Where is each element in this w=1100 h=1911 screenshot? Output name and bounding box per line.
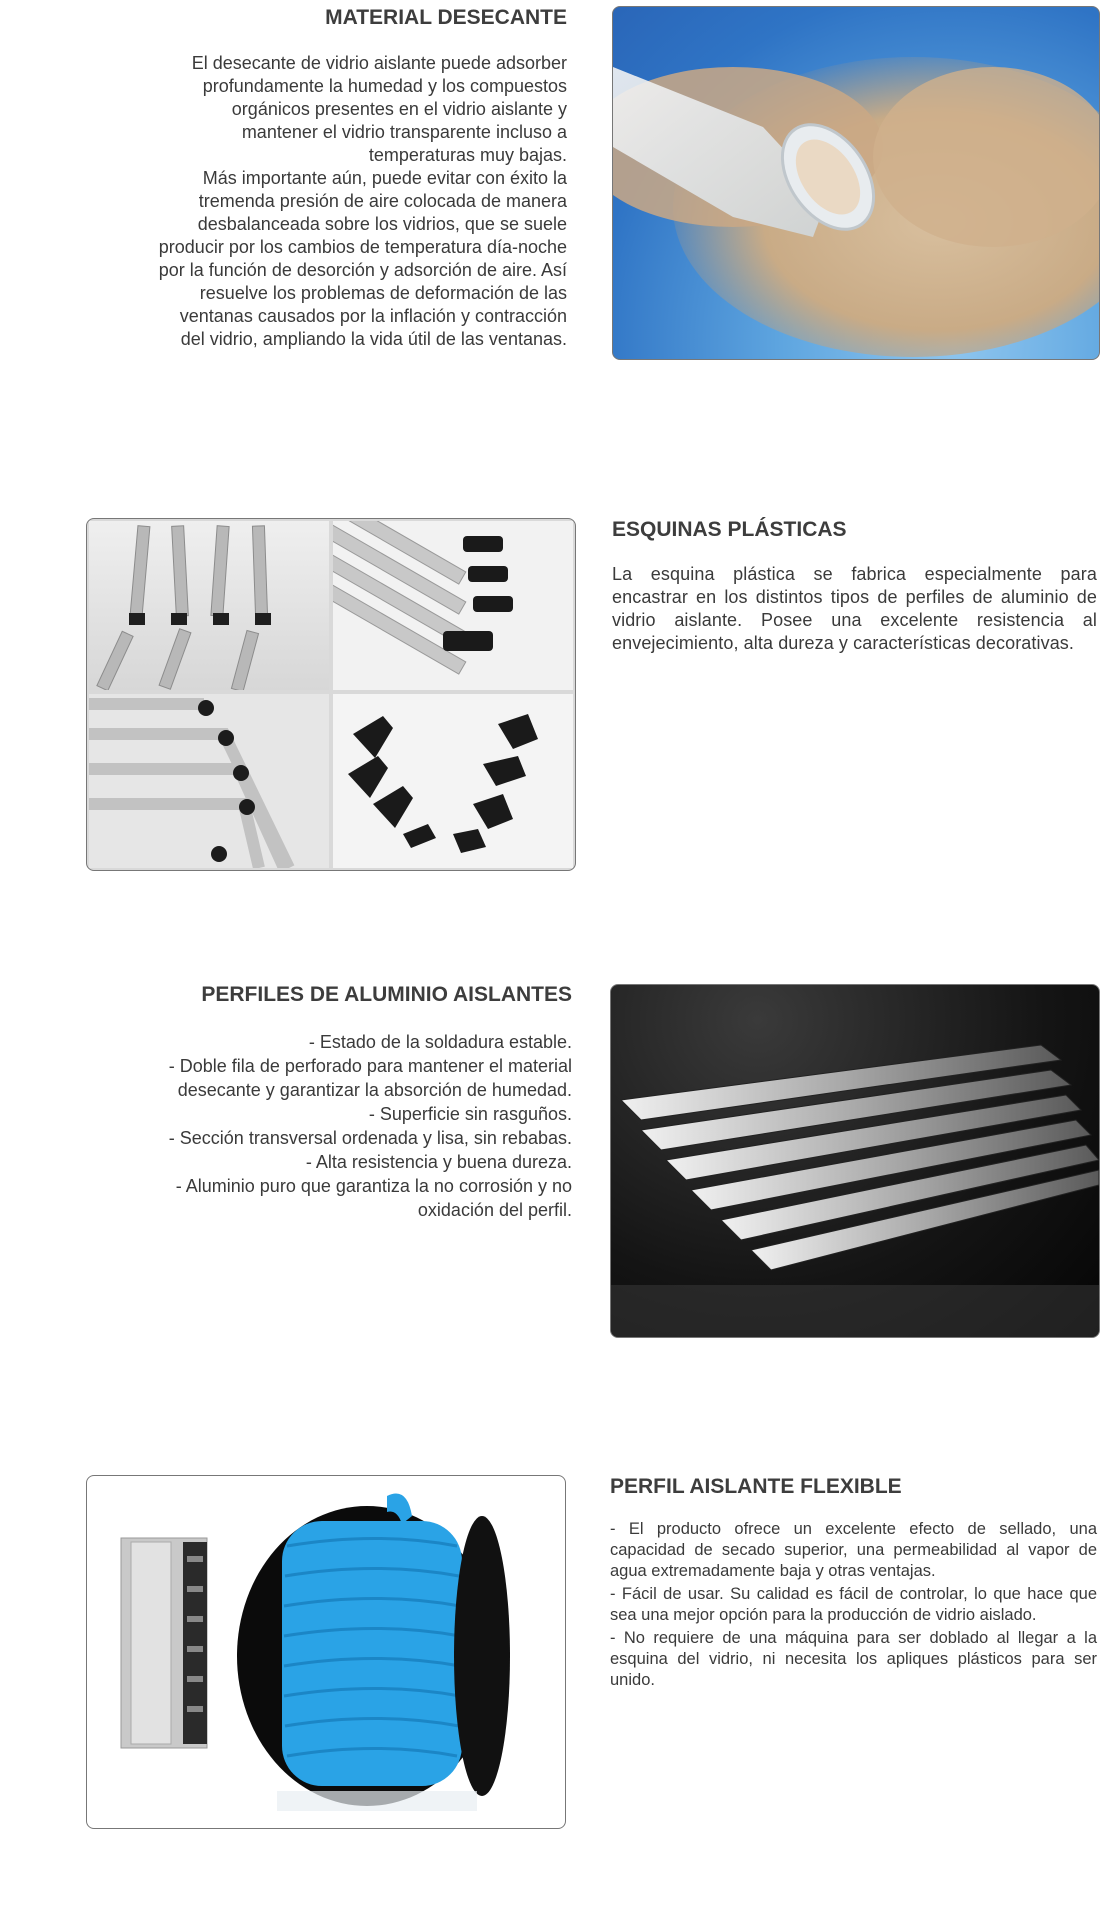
text-line: profundamente la humedad y los compuestos [202, 76, 567, 96]
text-line: orgánicos presentes en el vidrio aislante y [231, 99, 567, 119]
section-desiccant [80, 0, 567, 351]
section-body [610, 1519, 1097, 1691]
section-plastic-corners [612, 518, 1097, 655]
text-line: resuelve los problemas de deformación de las [199, 283, 567, 303]
loose-corners-illustration [333, 694, 573, 868]
desiccant-granules-photo [612, 6, 1100, 360]
section-title: PERFILES DE ALUMINIO AISLANTES [201, 983, 572, 1006]
section-title: ESQUINAS PLÁSTICAS [612, 518, 847, 541]
spool-illustration [87, 1476, 565, 1828]
text-line: - Estado de la soldadura estable. [308, 1032, 572, 1052]
section-title: MATERIAL DESECANTE [325, 6, 567, 29]
collage-tile-profiles-with-corners [89, 521, 329, 690]
text-line: tremenda presión de aire colocada de manera [198, 191, 567, 211]
text-line: producir por los cambios de temperatura día-noche [158, 237, 567, 257]
collage-tile-corners-closeup [333, 521, 573, 690]
paragraph: - No requiere de una máquina para ser doblado al llegar a la esquina del vidrio, ni necesita los apliques plásticos para ser unido. [610, 1629, 1097, 1689]
text-line: El desecante de vidrio aislante puede adsorber [191, 53, 567, 73]
aluminium-spacer-profiles-photo [610, 984, 1100, 1338]
text-line: - Superficie sin rasguños. [368, 1104, 572, 1124]
section-aluminium-profiles [80, 983, 572, 1222]
text-line: - Sección transversal ordenada y lisa, sin rebabas. [168, 1128, 572, 1148]
corners-closeup-illustration [333, 521, 573, 690]
section-title: PERFIL AISLANTE FLEXIBLE [610, 1475, 902, 1498]
plastic-corners-collage [86, 518, 576, 871]
text-line: oxidación del perfil. [417, 1200, 572, 1220]
text-line: - Alta resistencia y buena dureza. [305, 1152, 572, 1172]
text-line: del vidrio, ampliando la vida útil de las ventanas. [180, 329, 567, 349]
text-line: Más importante aún, puede evitar con éxito la [202, 168, 567, 188]
section-body [80, 1030, 572, 1222]
paragraph: - El producto ofrece un excelente efecto de sellado, una capacidad de secado superior, una permeabilidad al vapor de agua extremadamente baja y otras ventajas. [610, 1520, 1097, 1580]
profiles-illustration [611, 985, 1099, 1337]
text-line: mantener el vidrio transparente incluso a [241, 122, 567, 142]
text-line: - Aluminio puro que garantiza la no corrosión y no [175, 1176, 572, 1196]
profiles-corners-illustration [89, 521, 329, 690]
section-flexible-spacer [610, 1475, 1097, 1691]
collage-tile-frame-corners [89, 694, 329, 868]
paragraph: - Fácil de usar. Su calidad es fácil de controlar, lo que hace que sea una mejor opción para la producción de vidrio aislado. [610, 1585, 1097, 1624]
flexible-spacer-spool-photo [86, 1475, 566, 1829]
collage-tile-loose-corners [333, 694, 573, 868]
frame-corners-illustration [89, 694, 329, 868]
text-line: desbalanceada sobre los vidrios, que se suele [197, 214, 567, 234]
text-line: - Doble fila de perforado para mantener el material [168, 1056, 572, 1076]
text-line: temperaturas muy bajas. [368, 145, 567, 165]
text-line: por la función de desorción y adsorción de aire. Así [158, 260, 567, 280]
text-line: ventanas causados por la inflación y contracción [179, 306, 567, 326]
section-body: La esquina plástica se fabrica especialmente para encastrar en los distintos tipos de perfiles de aluminio de vidrio aislante. Posee una excelente resistencia al envejecimiento, alta dureza y características decorativas. [612, 564, 1097, 653]
desiccant-illustration [613, 7, 1099, 359]
section-body [80, 52, 567, 351]
text-line: desecante y garantizar la absorción de humedad. [177, 1080, 572, 1100]
